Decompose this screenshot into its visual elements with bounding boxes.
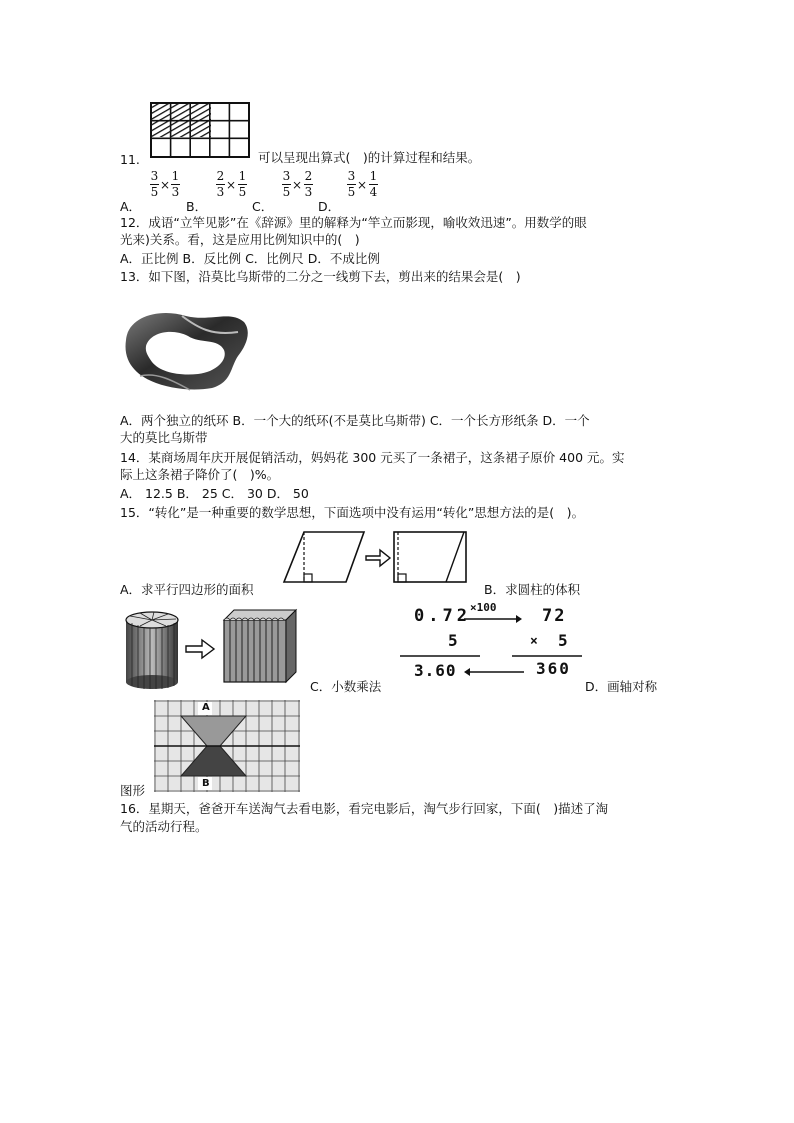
q13-line-1: 13．如下图，沿莫比乌斯带的二分之一线剪下去，剪出来的结果会是( ) (120, 269, 521, 284)
q11-d-fraction-2: 1 4 (369, 169, 378, 199)
q11-option-d-label[interactable]: D． (318, 199, 341, 214)
cylinder-to-cuboid-figure (120, 604, 302, 692)
calc-arrow-right (462, 614, 522, 624)
calc-right-x-sign: × (530, 634, 538, 649)
grid-label-a: A (202, 702, 210, 713)
q11-c-fraction-2: 2 3 (304, 169, 313, 199)
q11-option-c-label[interactable]: C． (252, 199, 274, 214)
q16-line-1: 16．星期天，爸爸开车送淘气去看电影，看完电影后，淘气步行回家，下面( )描述了淘 (120, 801, 609, 816)
fraction-grid-figure (150, 102, 250, 158)
calc-arrow-label: ×100 (470, 601, 497, 614)
q11-b-fraction-1: 2 3 (216, 169, 225, 199)
calc-arrow-left (462, 667, 526, 677)
q11-b-fraction-2: 1 5 (238, 169, 247, 199)
q11-option-a-label[interactable]: A． (120, 199, 142, 214)
q15-line-1: 15．“转化”是一种重要的数学思想，下面选项中没有运用“转化”思想方法的是( )。 (120, 505, 585, 520)
q15-option-d[interactable]: D．画轴对称 (585, 679, 658, 694)
q11-d-fraction-1: 3 5 (347, 169, 356, 199)
calc-left-result: 3.60 (414, 661, 457, 680)
q12-line-2: 光来)关系。看，这是应用比例知识中的( ) (120, 232, 360, 247)
q11-c-fraction-1: 3 5 (282, 169, 291, 199)
q14-line-2: 际上这条裙子降价了( )%。 (120, 467, 280, 482)
grid-label-b: B (202, 778, 210, 789)
q11-stem: 可以呈现出算式( )的计算过程和结果。 (258, 150, 481, 165)
q15-option-c[interactable]: C．小数乘法 (310, 679, 382, 694)
calc-right-top: 72 (542, 606, 567, 626)
q15-option-b[interactable]: B．求圆柱的体积 (484, 582, 581, 597)
calc-left-top: 0.72 (414, 606, 471, 626)
calc-right-result: 360 (536, 659, 571, 678)
q16-line-2: 气的活动行程。 (120, 819, 208, 834)
q12-options[interactable]: A．正比例 B．反比例 C．比例尺 D．不成比例 (120, 251, 380, 266)
q14-line-1: 14．某商场周年庆开展促销活动，妈妈花 300 元买了一条裙子，这条裙子原价 400 元。实 (120, 450, 625, 465)
q15-option-d-tail[interactable]: 图形 (120, 783, 146, 798)
q11-a-times: × (160, 178, 171, 192)
q15-option-a[interactable]: A．求平行四边形的面积 (120, 582, 254, 597)
q11-option-b-label[interactable]: B． (186, 199, 208, 214)
q11-a-fraction-1: 3 5 (150, 169, 159, 199)
q11-a-fraction-2: 1 3 (171, 169, 180, 199)
q11-d-times: × (357, 178, 368, 192)
q11-c-times: × (292, 178, 303, 192)
mobius-strip-figure (120, 302, 250, 394)
axial-symmetry-grid-figure (154, 700, 300, 792)
q13-options-line-2[interactable]: 大的莫比乌斯带 (120, 430, 208, 445)
q13-options-line-1[interactable]: A．两个独立的纸环 B．一个大的纸环(不是莫比乌斯带) C．一个长方形纸条 D．一个 (120, 413, 590, 428)
q14-options[interactable]: A． 12.5 B． 25 C． 30 D． 50 (120, 486, 309, 501)
calc-right-mul: 5 (558, 631, 568, 650)
q11-b-times: × (226, 178, 237, 192)
parallelogram-to-rectangle-figure (282, 526, 472, 586)
calc-left-mul: 5 (448, 631, 458, 650)
q11-number: 11. (120, 152, 140, 167)
q12-line-1: 12．成语“立竿见影”在《辞源》里的解释为“竿立而影现，喻收效迅速”。用数学的眼 (120, 215, 587, 230)
